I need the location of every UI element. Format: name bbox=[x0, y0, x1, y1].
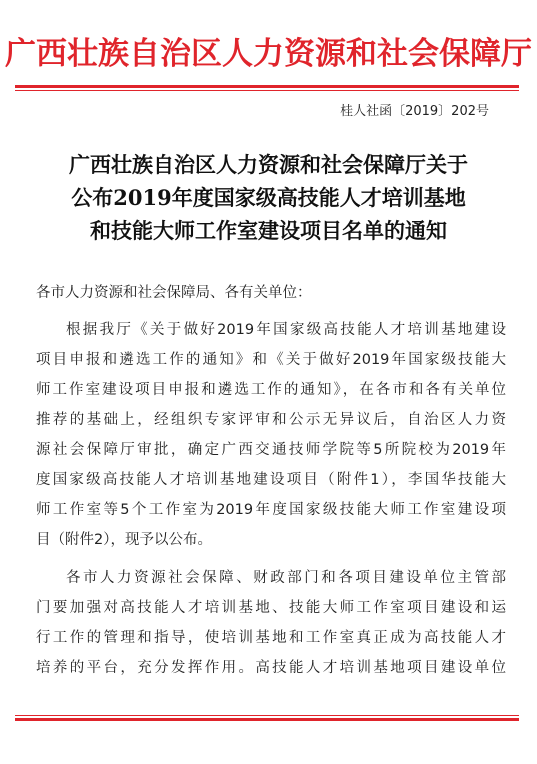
body-line: 各市人力资源社会保障、财政部门和各项目建设单位主管部 bbox=[66, 570, 506, 586]
title-line: 和技能大师工作室建设项目名单的通知 bbox=[90, 218, 447, 243]
footer-rule-thick bbox=[15, 718, 519, 721]
document-title bbox=[20, 148, 517, 247]
title-line: 公布2019年度国家级高技能人才培训基地 bbox=[71, 185, 466, 210]
body-line: 根据我厅《关于做好2019年国家级高技能人才培训基地建设 bbox=[66, 322, 506, 338]
body-line: 推荐的基础上，经组织专家评审和公示无异议后，自治区人力资 bbox=[36, 412, 506, 428]
document-number: 桂人社函〔2019〕202号 bbox=[340, 104, 489, 119]
body-line: 培养的平台，充分发挥作用。高技能人才培训基地项目建设单位 bbox=[36, 660, 506, 676]
body-line: 源社会保障厅审批，确定广西交通技师学院等5所院校为2019年 bbox=[36, 442, 506, 458]
body-line: 师工作室建设项目申报和遴选工作的通知》，在各市和各有关单位 bbox=[36, 382, 506, 398]
title-line: 广西壮族自治区人力资源和社会保障厅关于 bbox=[69, 152, 468, 177]
body-line: 度国家级高技能人才培训基地建设项目（附件1），李国华技能大 bbox=[36, 472, 506, 488]
salutation: 各市人力资源和社会保障局、各有关单位： bbox=[36, 285, 312, 301]
letterhead-rule-thick bbox=[15, 85, 519, 88]
body-line: 项目申报和遴选工作的通知》和《关于做好2019年国家级技能大 bbox=[36, 352, 506, 368]
body-line: 师工作室等5个工作室为2019年度国家级技能大师工作室建设项 bbox=[36, 502, 506, 518]
letterhead-rule-thin bbox=[15, 90, 519, 91]
body-line: 目（附件2），现予以公布。 bbox=[36, 532, 212, 548]
body-line: 行工作的管理和指导，使培训基地和工作室真正成为高技能人才 bbox=[36, 630, 506, 646]
letterhead-title: 广西壮族自治区人力资源和社会保障厅 bbox=[5, 36, 532, 72]
body-line: 门要加强对高技能人才培训基地、技能大师工作室项目建设和运 bbox=[36, 600, 506, 616]
footer-rule-thin bbox=[15, 715, 519, 716]
